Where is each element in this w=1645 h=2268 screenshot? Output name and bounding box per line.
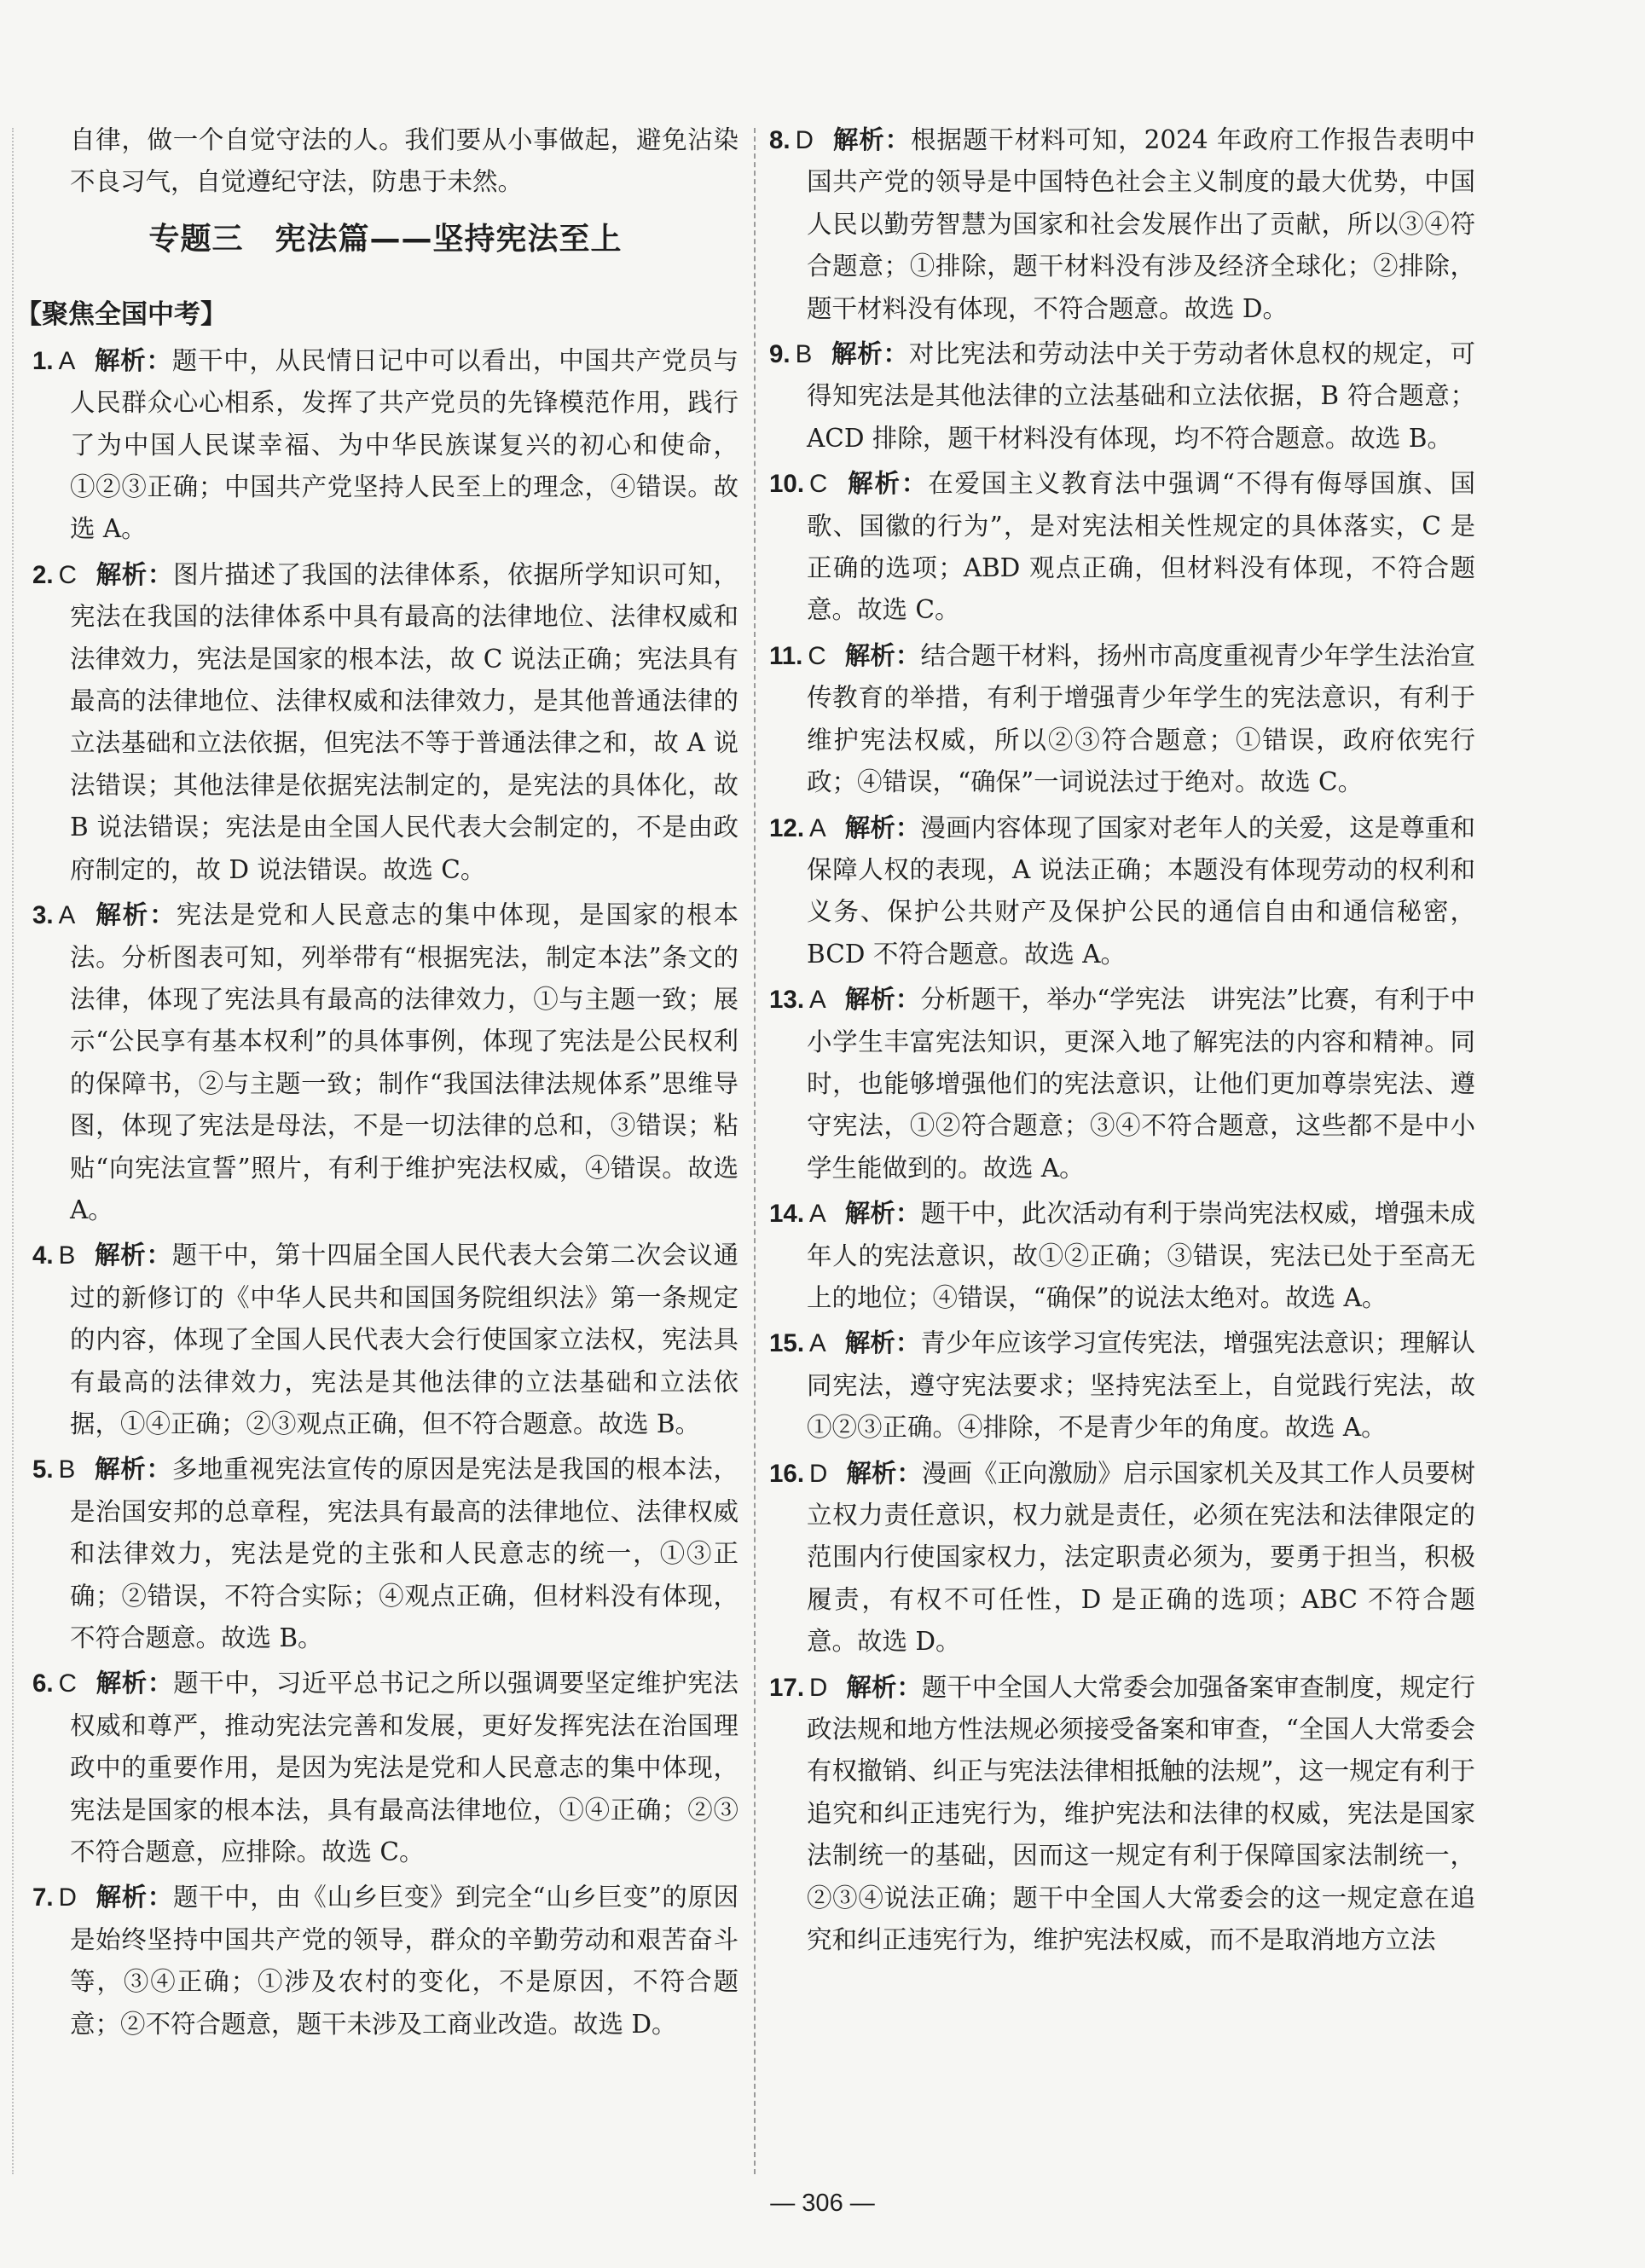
analysis-tag: 解析：	[846, 1672, 922, 1702]
answer-choice: B	[58, 1241, 76, 1270]
answer-explanation: 题干中，此次活动有利于崇尚宪法权威，增强未成年人的宪法意识，故①②正确；③错误，宪法已处于至高无上的地位；④错误，“确保”的说法太绝对。故选 A。	[807, 1199, 1475, 1312]
answer-number: 2.	[32, 560, 54, 589]
analysis-tag: 解析：	[846, 469, 929, 499]
answer-number: 17.	[769, 1673, 805, 1702]
answer-choice: A	[809, 1329, 826, 1358]
answer-explanation: 漫画《正向激励》启示国家机关及其工作人员要树立权力责任意识，权力就是责任，必须在宪法和法律限定的范围内行使国家权力，法定职责必须为，要勇于担当，积极履责，有权不可任性，D 是正确的选项；ABC 不符合题意。故选 D。	[807, 1458, 1475, 1657]
answer-item	[32, 1235, 739, 1445]
answer-item	[32, 1877, 739, 2045]
page-number: — 306 —	[770, 2190, 875, 2217]
answer-explanation: 题干中，从民情日记中可以看出，中国共产党员与人民群众心心相系，发挥了共产党员的先锋模范作用，践行了为中国人民谋幸福、为中华民族谋复兴的初心和使命，①②③正确；中国共产党坚持人民至上的理念，④错误。故选 A。	[70, 345, 739, 544]
analysis-tag: 解析：	[95, 1883, 173, 1912]
answer-explanation: 题干中，习近平总书记之所以强调要坚定维护宪法权威和尊严，推动宪法完善和发展，更好发挥宪法在治国理政中的重要作用，是因为宪法是党和人民意志的集中体现，宪法是国家的根本法，具有最高法律地位，①④正确；②③不符合题意，应排除。故选 C。	[70, 1669, 739, 1867]
answer-number: 14.	[769, 1200, 805, 1229]
answer-choice: C	[58, 560, 77, 589]
analysis-tag: 解析：	[94, 1455, 172, 1484]
answer-item	[769, 807, 1475, 976]
answer-choice: A	[58, 901, 76, 930]
analysis-tag: 解析：	[95, 559, 174, 589]
answer-choice: A	[58, 346, 76, 375]
answer-choice: D	[58, 1883, 77, 1912]
answer-item	[769, 1193, 1475, 1319]
answer-item	[769, 333, 1475, 460]
answer-explanation: 图片描述了我国的法律体系，依据所学知识可知，宪法在我国的法律体系中具有最高的法律地位、法律权威和法律效力，宪法是国家的根本法，故 C 说法正确；宪法具有最高的法律地位、法律权威和法律效力，是其他普通法律的立法基础和立法依据，但宪法不等于普通法律之和，故 A 说法错误；其他法律是依据宪法制定的，是宪法的具体化，故 B 说法错误；宪法是由全国人民代表大会制定的，不是由政府制定的，故 D 说法错误。故选 C。	[70, 559, 739, 884]
answer-explanation: 题干中全国人大常委会加强备案审查制度，规定行政法规和地方性法规必须接受备案和审查，“全国人大常委会有权撤销、纠正与宪法法律相抵触的法规”，这一规定有利于追究和纠正违宪行为，维护宪法和法律的权威，宪法是国家法制统一的基础，因而这一规定有利于保障国家法制统一，②③④说法正确；题干中全国人大常委会的这一规定意在追究和纠正违宪行为，维护宪法权威，而不是取消地方立法	[807, 1672, 1475, 1955]
answer-item	[32, 340, 739, 551]
analysis-tag: 解析：	[844, 813, 921, 842]
answer-item	[32, 1449, 739, 1659]
answer-explanation: 多地重视宪法宣传的原因是宪法是我国的根本法，是治国安邦的总章程，宪法具有最高的法律地位、法律权威和法律效力，宪法是党的主张和人民意志的统一，①③正确；②错误，不符合实际；④观点正确，但材料没有体现，不符合题意。故选 B。	[70, 1455, 739, 1652]
answer-choice: A	[809, 1200, 826, 1229]
answer-explanation: 在爱国主义教育法中强调“不得有侮辱国旗、国歌、国徽的行为”，是对宪法相关性规定的具体落实，C 是正确的选项；ABD 观点正确，但材料没有体现，不符合题意。故选 C。	[807, 469, 1475, 625]
analysis-tag: 解析：	[831, 339, 909, 369]
analysis-tag: 解析：	[846, 1458, 922, 1488]
answer-number: 11.	[769, 641, 803, 670]
topic-heading: 专题三 宪法篇——坚持宪法至上	[148, 221, 623, 257]
answer-choice: B	[58, 1455, 76, 1484]
answer-choice: C	[58, 1669, 77, 1698]
answer-explanation: 青少年应该学习宣传宪法，增强宪法意识；理解认同宪法，遵守宪法要求；坚持宪法至上，自觉践行宪法，故①②③正确。④排除，不是青少年的角度。故选 A。	[807, 1328, 1475, 1443]
answer-choice: C	[808, 641, 826, 670]
left-column	[15, 119, 739, 2049]
answer-number: 3.	[32, 901, 54, 930]
answer-item	[32, 1663, 739, 1873]
answer-item	[769, 1322, 1475, 1449]
answer-explanation: 对比宪法和劳动法中关于劳动者休息权的规定，可得知宪法是其他法律的立法基础和立法依据，B 符合题意；ACD 排除，题干材料没有体现，均不符合题意。故选 B。	[807, 339, 1475, 453]
answer-choice: A	[809, 986, 826, 1015]
answer-number: 6.	[32, 1669, 54, 1698]
answer-number: 12.	[769, 813, 805, 842]
answer-explanation: 漫画内容体现了国家对老年人的关爱，这是尊重和保障人权的表现，A 说法正确；本题没有体现劳动的权利和义务、保护公共财产及保护公民的通信自由和通信秘密，BCD 不符合题意。故选 A。	[807, 813, 1475, 969]
answer-number: 9.	[769, 340, 791, 369]
answer-choice: D	[809, 1673, 828, 1702]
analysis-tag: 解析：	[94, 345, 172, 375]
answer-choice: D	[795, 126, 814, 154]
answer-item	[769, 635, 1475, 804]
answer-item	[32, 554, 739, 891]
answer-number: 1.	[32, 346, 54, 375]
analysis-tag: 解析：	[844, 640, 921, 670]
answer-explanation: 宪法是党和人民意志的集中体现，是国家的根本法。分析图表可知，列举带有“根据宪法，制定本法”条文的法律，体现了宪法具有最高的法律效力，①与主题一致；展示“公民享有基本权利”的具体事例，体现了宪法是公民权利的保障书，②与主题一致；制作“我国法律法规体系”思维导图，体现了宪法是母法，不是一切法律的总和，③错误；粘贴“向宪法宣誓”照片，有利于维护宪法权威，④错误。故选 A。	[70, 900, 739, 1224]
analysis-tag: 解析：	[844, 1199, 921, 1229]
analysis-tag: 解析：	[94, 900, 177, 930]
column-divider	[754, 128, 756, 2174]
right-column	[769, 119, 1475, 1964]
answer-number: 10.	[769, 470, 805, 499]
answer-item	[769, 979, 1475, 1189]
intro-continuation: 自律，做一个自觉守法的人。我们要从小事做起，避免沾染不良习气，自觉遵纪守法，防患于未然。	[70, 125, 739, 197]
answer-choice: A	[809, 813, 826, 842]
answer-explanation: 题干中，由《山乡巨变》到完全“山乡巨变”的原因是始终坚持中国共产党的领导，群众的辛勤劳动和艰苦奋斗等，③④正确；①涉及农村的变化，不是原因，不符合题意；②不符合题意，题干未涉及工商业改造。故选 D。	[70, 1883, 739, 2039]
answer-number: 13.	[769, 986, 805, 1015]
answer-explanation: 题干中，第十四届全国人民代表大会第二次会议通过的新修订的《中华人民共和国国务院组织法》第一条规定的内容，体现了全国人民代表大会行使国家立法权，宪法具有最高的法律效力，宪法是其他法律的立法基础和立法依据，①④正确；②③观点正确，但不符合题意。故选 B。	[70, 1241, 739, 1438]
analysis-tag: 解析：	[844, 1328, 921, 1358]
answer-number: 8.	[769, 126, 791, 154]
answer-number: 15.	[769, 1329, 805, 1358]
analysis-tag: 解析：	[831, 125, 912, 154]
analysis-tag: 解析：	[94, 1241, 172, 1270]
answer-item	[769, 463, 1475, 632]
answer-item	[769, 119, 1475, 330]
answer-choice: C	[809, 470, 828, 499]
analysis-tag: 解析：	[844, 985, 921, 1015]
answer-item	[769, 1667, 1475, 1962]
answer-choice: B	[795, 340, 813, 369]
answer-number: 5.	[32, 1455, 54, 1484]
answer-item	[769, 1453, 1475, 1663]
analysis-tag: 解析：	[95, 1669, 174, 1698]
answer-explanation: 根据题干材料可知，2024 年政府工作报告表明中国共产党的领导是中国特色社会主义制度的最大优势，中国人民以勤劳智慧为国家和社会发展作出了贡献，所以③④符合题意；①排除，题干材料没有涉及经济全球化；②排除，题干材料没有体现，不符合题意。故选 D。	[807, 125, 1475, 323]
answer-item	[32, 894, 739, 1231]
answer-number: 7.	[32, 1883, 54, 1912]
answer-number: 16.	[769, 1459, 805, 1488]
section-label: 【聚焦全国中考】	[15, 298, 227, 330]
answer-number: 4.	[32, 1241, 54, 1270]
answer-choice: D	[809, 1459, 828, 1488]
left-margin-rule	[12, 128, 14, 2174]
answer-explanation: 分析题干，举办“学宪法 讲宪法”比赛，有利于中小学生丰富宪法知识，更深入地了解宪法的内容和精神。同时，也能够增强他们的宪法意识，让他们更加尊崇宪法、遵守宪法，①②符合题意；③④不符合题意，这些都不是中小学生能做到的。故选 A。	[807, 985, 1475, 1183]
answer-explanation: 结合题干材料，扬州市高度重视青少年学生法治宣传教育的举措，有利于增强青少年学生的宪法意识，有利于维护宪法权威，所以②③符合题意；①错误，政府依宪行政；④错误，“确保”一词说法过于绝对。故选 C。	[807, 640, 1475, 797]
